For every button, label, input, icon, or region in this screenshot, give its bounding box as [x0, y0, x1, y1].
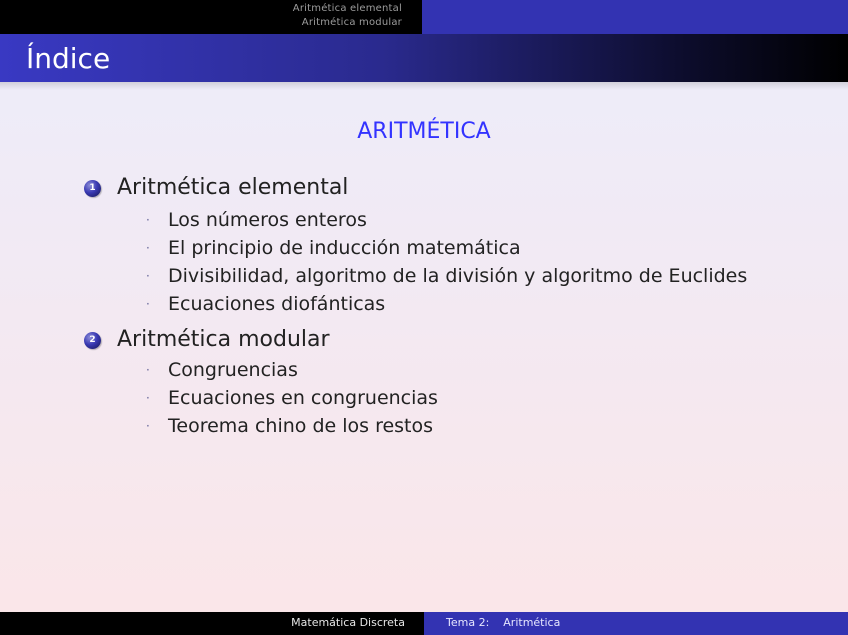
- footer-left: [0, 612, 424, 635]
- dot-bullet-icon: ·: [146, 241, 150, 255]
- nav-section-link[interactable]: Aritmética elemental: [292, 3, 402, 14]
- footer-topic-name: Aritmética: [503, 616, 561, 629]
- toc-subsection-item[interactable]: [146, 385, 438, 411]
- toc-subsection-item[interactable]: [146, 235, 521, 261]
- toc-subsection-label: Teorema chino de los restos: [168, 415, 434, 437]
- toc-subsection-label: Congruencias: [168, 359, 298, 381]
- footer-course-title: Matemática Discreta: [291, 616, 405, 629]
- dot-bullet-icon: ·: [146, 419, 150, 433]
- navigation-header-right: [422, 0, 848, 34]
- footer-bar: [0, 612, 848, 635]
- numbered-ball-icon: 2: [84, 332, 101, 349]
- toc-section-label: Aritmética modular: [117, 327, 330, 352]
- title-bar-shadow: [0, 82, 848, 90]
- toc-subsection-label: Ecuaciones en congruencias: [168, 387, 438, 409]
- toc-section-label: Aritmética elemental: [117, 175, 349, 200]
- navigation-header-left: [0, 0, 422, 34]
- toc-subsection-item[interactable]: [146, 291, 385, 317]
- dot-bullet-icon: ·: [146, 297, 150, 311]
- frame-title-bar: [0, 34, 848, 82]
- toc-subsection-label: Divisibilidad, algoritmo de la división y algoritmo de Euclides: [168, 265, 748, 287]
- toc-subsection-item[interactable]: [146, 263, 747, 289]
- toc-subsection-item[interactable]: [146, 413, 433, 439]
- toc-subsection-label: Los números enteros: [168, 209, 367, 231]
- toc-subsection-item[interactable]: [146, 357, 298, 383]
- toc-subsection-label: El principio de inducción matemática: [168, 237, 521, 259]
- frame-title: Índice: [26, 42, 111, 75]
- dot-bullet-icon: ·: [146, 391, 150, 405]
- section-navigation: [293, 2, 402, 30]
- dot-bullet-icon: ·: [146, 269, 150, 283]
- nav-section-link[interactable]: Aritmética modular: [301, 17, 402, 28]
- toc-subsection-item[interactable]: [146, 207, 367, 233]
- footer-topic-number: Tema 2:: [446, 616, 490, 629]
- footer-right: [424, 612, 848, 635]
- footer-topic: [446, 616, 560, 630]
- dot-bullet-icon: ·: [146, 363, 150, 377]
- navigation-header: [0, 0, 848, 34]
- toc-section-item[interactable]: [84, 173, 348, 203]
- toc-section-item[interactable]: [84, 325, 330, 355]
- slide-heading: ARITMÉTICA: [357, 119, 491, 144]
- numbered-ball-icon: 1: [84, 180, 101, 197]
- toc-subsection-label: Ecuaciones diofánticas: [168, 293, 386, 315]
- dot-bullet-icon: ·: [146, 213, 150, 227]
